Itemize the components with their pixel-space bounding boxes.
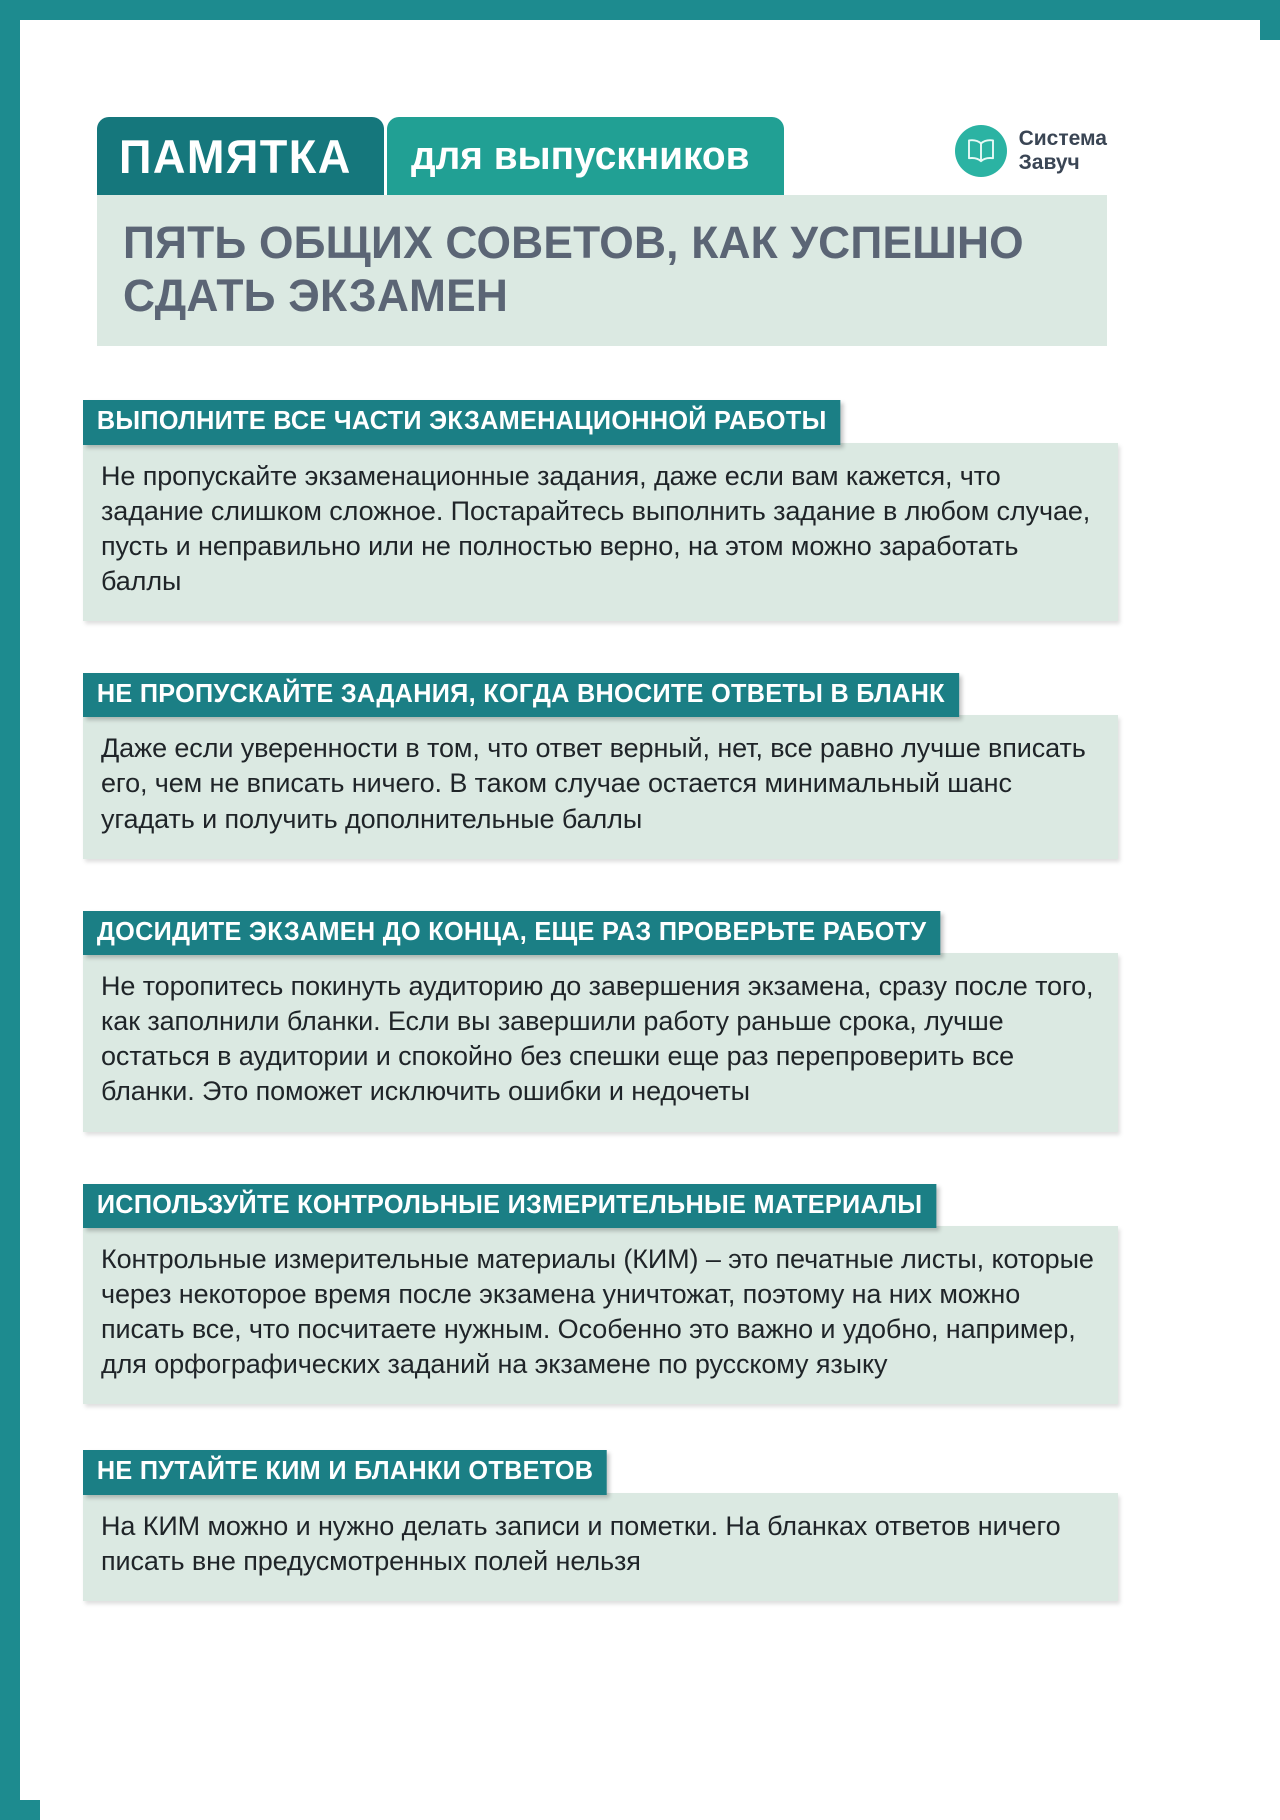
advice-section-5: [83, 1450, 1118, 1601]
page-title: ПЯТЬ ОБЩИХ СОВЕТОВ, КАК УСПЕШНО СДАТЬ ЭКЗАМЕН: [123, 217, 1024, 321]
tag-for-graduates-label: для выпускников: [411, 134, 750, 178]
section-spacer: [83, 627, 1118, 673]
open-book-icon: [955, 125, 1007, 177]
tag-for-graduates: [387, 117, 784, 195]
advice-body-panel-5: [83, 1493, 1118, 1601]
advice-text-3: Не торопитесь покинуть аудиторию до завершения экзамена, сразу после того, как заполнили бланки. Если вы завершили работу раньше срока, лучше остаться в аудитории и спокойно без спешки еще раз перепроверить все бланки. Это поможет исключить ошибки и недочеты: [101, 971, 1094, 1107]
section-spacer: [83, 1138, 1118, 1184]
section-spacer: [83, 1410, 1118, 1450]
section-spacer: [83, 865, 1118, 911]
page-inner-frame: [40, 40, 1280, 1820]
advice-text-1: Не пропускайте экзаменационные задания, даже если вам кажется, что задание слишком сложное. Постарайтесь выполнить задание в любом случае, пусть и неправильно или не полностью верно, на этом можно заработать баллы: [101, 460, 1091, 596]
brand-logo-text: [1019, 127, 1107, 175]
advice-text-2: Даже если уверенности в том, что ответ верный, нет, все равно лучше вписать его, чем не вписать ничего. В таком случае остается минимальный шанс угадать и получить дополнительные баллы: [101, 733, 1086, 834]
advice-heading-5: НЕ ПУТАЙТЕ КИМ И БЛАНКИ ОТВЕТОВ: [83, 1450, 607, 1495]
advice-section-1: [83, 400, 1118, 621]
tag-pamyatka: [97, 117, 384, 195]
advice-section-2: [83, 673, 1118, 859]
advice-heading-1: ВЫПОЛНИТЕ ВСЕ ЧАСТИ ЭКЗАМЕНАЦИОННОЙ РАБОТЫ: [83, 400, 840, 445]
advice-section-4: [83, 1184, 1118, 1405]
brand-logo: [955, 125, 1107, 177]
brand-name-line2: Завуч: [1018, 151, 1080, 174]
page-title-band: [97, 195, 1107, 346]
brand-name-line1: Система: [1018, 126, 1107, 150]
advice-text-5: На КИМ можно и нужно делать записи и пометки. На бланках ответов ничего писать вне предусмотренных полей нельзя: [101, 1510, 1061, 1576]
advice-heading-3: ДОСИДИТЕ ЭКЗАМЕН ДО КОНЦА, ЕЩЕ РАЗ ПРОВЕРЬТЕ РАБОТУ: [83, 911, 940, 956]
advice-body-panel-2: [83, 715, 1118, 858]
advice-section-3: [83, 911, 1118, 1132]
advice-body-panel-3: [83, 953, 1118, 1131]
advice-body-panel-4: [83, 1226, 1118, 1404]
document-sheet: [45, 45, 1275, 1815]
advice-body-panel-1: [83, 443, 1118, 621]
advice-text-4: Контрольные измерительные материалы (КИМ) – это печатные листы, которые через некоторое время после экзамена уничтожат, поэтому на них можно писать все, что посчитаете нужным. Особенно это важно и удобно, например, для орфографических заданий на экзамене по русскому языку: [101, 1244, 1094, 1380]
advice-heading-4: ИСПОЛЬЗУЙТЕ КОНТРОЛЬНЫЕ ИЗМЕРИТЕЛЬНЫЕ МАТЕРИАЛЫ: [83, 1184, 936, 1229]
document-header: [97, 117, 1107, 195]
advice-heading-2: НЕ ПРОПУСКАЙТЕ ЗАДАНИЯ, КОГДА ВНОСИТЕ ОТВЕТЫ В БЛАНК: [83, 673, 959, 718]
tag-pamyatka-label: ПАМЯТКА: [119, 129, 352, 183]
advice-sections: [83, 400, 1118, 1607]
